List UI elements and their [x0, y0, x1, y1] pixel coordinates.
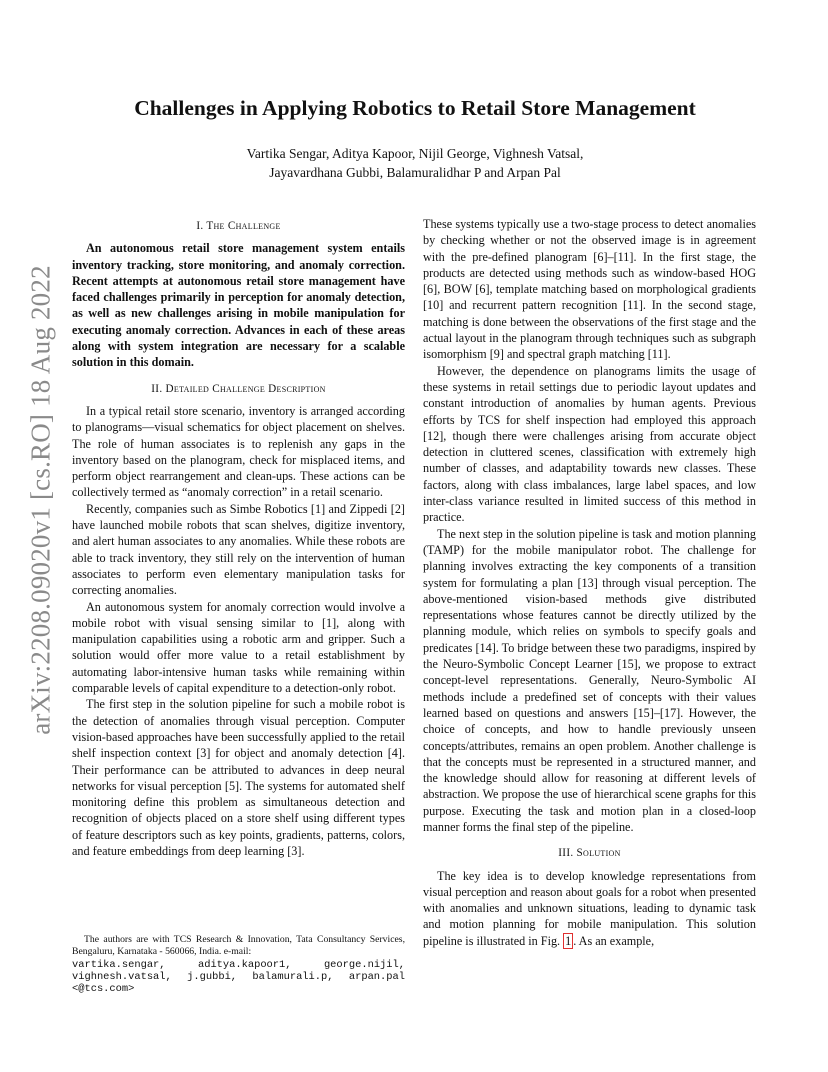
authors-line-2: Jayavardhana Gubbi, Balamuralidhar P and Arpan Pal	[269, 165, 561, 180]
body-paragraph: The first step in the solution pipeline for such a mobile robot is the detection of anomalies through visual perception. Computer vision-based approaches have been successfully applied to the retail shelf inspection context [3] for object and anomaly detection [4]. Their performance can be attributed to advances in deep neural networks for visual perception [5]. The systems for automated shelf monitoring define this problem as simultaneous detection and recognition of objects placed on a store shelf using different types of feature descriptors such as key points, gradients, patterns, colors, and feature embeddings from deep learning [3].	[72, 697, 405, 858]
solution-paragraph	[423, 868, 756, 949]
body-paragraph: An autonomous system for anomaly correction would involve a mobile robot with visual sensing similar to [1], along with manipulation capabilities using a robotic arm and gripper. Such a solution would offer more value to a retail establishment by automating labor-intensive human tasks while remaining within comparable levels of capital expenditure to a detection-only robot.	[72, 599, 405, 696]
left-column	[72, 216, 405, 859]
footnote-emails: vartika.sengar, aditya.kapoor1, george.nijil, vighnesh.vatsal, j.gubbi, balamurali.p, arpan.pal <@tcs.com>	[72, 958, 405, 996]
section-heading-solution: III. Solution	[558, 847, 621, 860]
body-paragraph: Recently, companies such as Simbe Robotics [1] and Zippedi [2] have launched mobile robots that scan shelves, digitize inventory, and alert human associates to any anomalies. While these robots are able to track inventory, they still rely on the intervention of human associates to perform even elementary manipulation tasks for correcting anomalies.	[72, 501, 405, 598]
author-list	[120, 144, 710, 182]
figure-reference-link[interactable]: 1	[565, 933, 572, 948]
arxiv-identifier-stamp: arXiv:2208.09020v1 [cs.RO] 18 Aug 2022	[25, 265, 56, 735]
paper-title: Challenges in Applying Robotics to Retail Store Management	[134, 96, 696, 120]
body-paragraph: These systems typically use a two-stage process to detect anomalies by checking whether or not the observed image is in agreement with the pre-defined planogram [6]–[11]. In the first stage, the products are detected using methods such as window-based HOG [6], BOW [6], template matching based on morphological gradients [10] and recurrent pattern recognition [11]. In the second stage, matching is done between the observations of the first stage and the actual layout in the planogram through techniques such as subgraph isomorphism [9] and spectral graph matching [11].	[423, 217, 756, 362]
body-paragraph: In a typical retail store scenario, inventory is arranged according to planograms—visual schematics for object placement on shelves. The role of human associates is to replenish any gaps in the inventory based on the planogram, check for misplaced items, and perform object rearrangement and clean-ups. These actions can be collectively termed as “anomaly correction” in a retail scenario.	[72, 403, 405, 500]
section-heading-detailed-description: II. Detailed Challenge Description	[151, 382, 326, 395]
author-affiliation-footnote	[72, 934, 405, 995]
section-heading-challenge: I. The Challenge	[196, 220, 281, 232]
solution-text-continued: . As an example,	[573, 933, 655, 948]
footnote-text: The authors are with TCS Research & Innovation, Tata Consultancy Services, Bengaluru, Karnataka - 560066, India. e-mail:	[72, 934, 405, 958]
authors-line-1: Vartika Sengar, Aditya Kapoor, Nijil George, Vighnesh Vatsal,	[246, 146, 584, 161]
body-paragraph: However, the dependence on planograms limits the usage of these systems in retail settings due to periodic layout updates and constant introduction of anomalies by human agents. Previous efforts by TCS for shelf inspection had employed this approach [12], though there were challenges arising from accurate object detection in cluttered scenes, classification with extremely high number of classes, and adaptability towards new classes. These factors, along with class imbalances, large label spaces, and low inter-class variance resulted in limited success of this method in practice.	[423, 363, 756, 525]
body-paragraph: The next step in the solution pipeline is task and motion planning (TAMP) for the mobile manipulator robot. The challenge for planning involves extracting the key components of a transition system for formulating a plan [13] through visual perception. The above-mentioned vision-based methods give distributed representations whose features cannot be directly utilized by the planning module, which relies on symbols to specify goals and predicates [14]. To bridge between these two paradigms, inspired by the Neuro-Symbolic Concept Learner [15], we propose to extract concept-level representations. Generally, Neuro-Symbolic AI methods include a predefined set of concepts with their values learned based on questions and answers [15]–[17]. However, the choice of concepts, and how to handle previously unseen concepts/attributes, remains an open problem. Another challenge is that the concepts must be represented in a structured manner, and the knowledge should allow for reasoning at different levels of abstraction. We propose the use of hierarchical scene graphs for this purpose. Executing the task and motion plan in a closed-loop manner forms the final step of the pipeline.	[423, 526, 756, 834]
right-column	[423, 216, 756, 949]
solution-text: The key idea is to develop knowledge representations from visual perception and reason about goals for a robot when presented with anomalies and unknown situations, leading to dynamic task and motion planning for mobile manipulation. This solution pipeline is illustrated in Fig.	[423, 868, 756, 948]
abstract-paragraph: An autonomous retail store management system entails inventory tracking, store monitoring, and anomaly correction. Recent attempts at autonomous retail store management have faced challenges primarily in perception for anomaly detection, as well as new challenges arising in mobile manipulation for executing anomaly correction. Advances in each of these areas along with system integration are necessary for a scalable solution in this domain.	[72, 241, 405, 370]
